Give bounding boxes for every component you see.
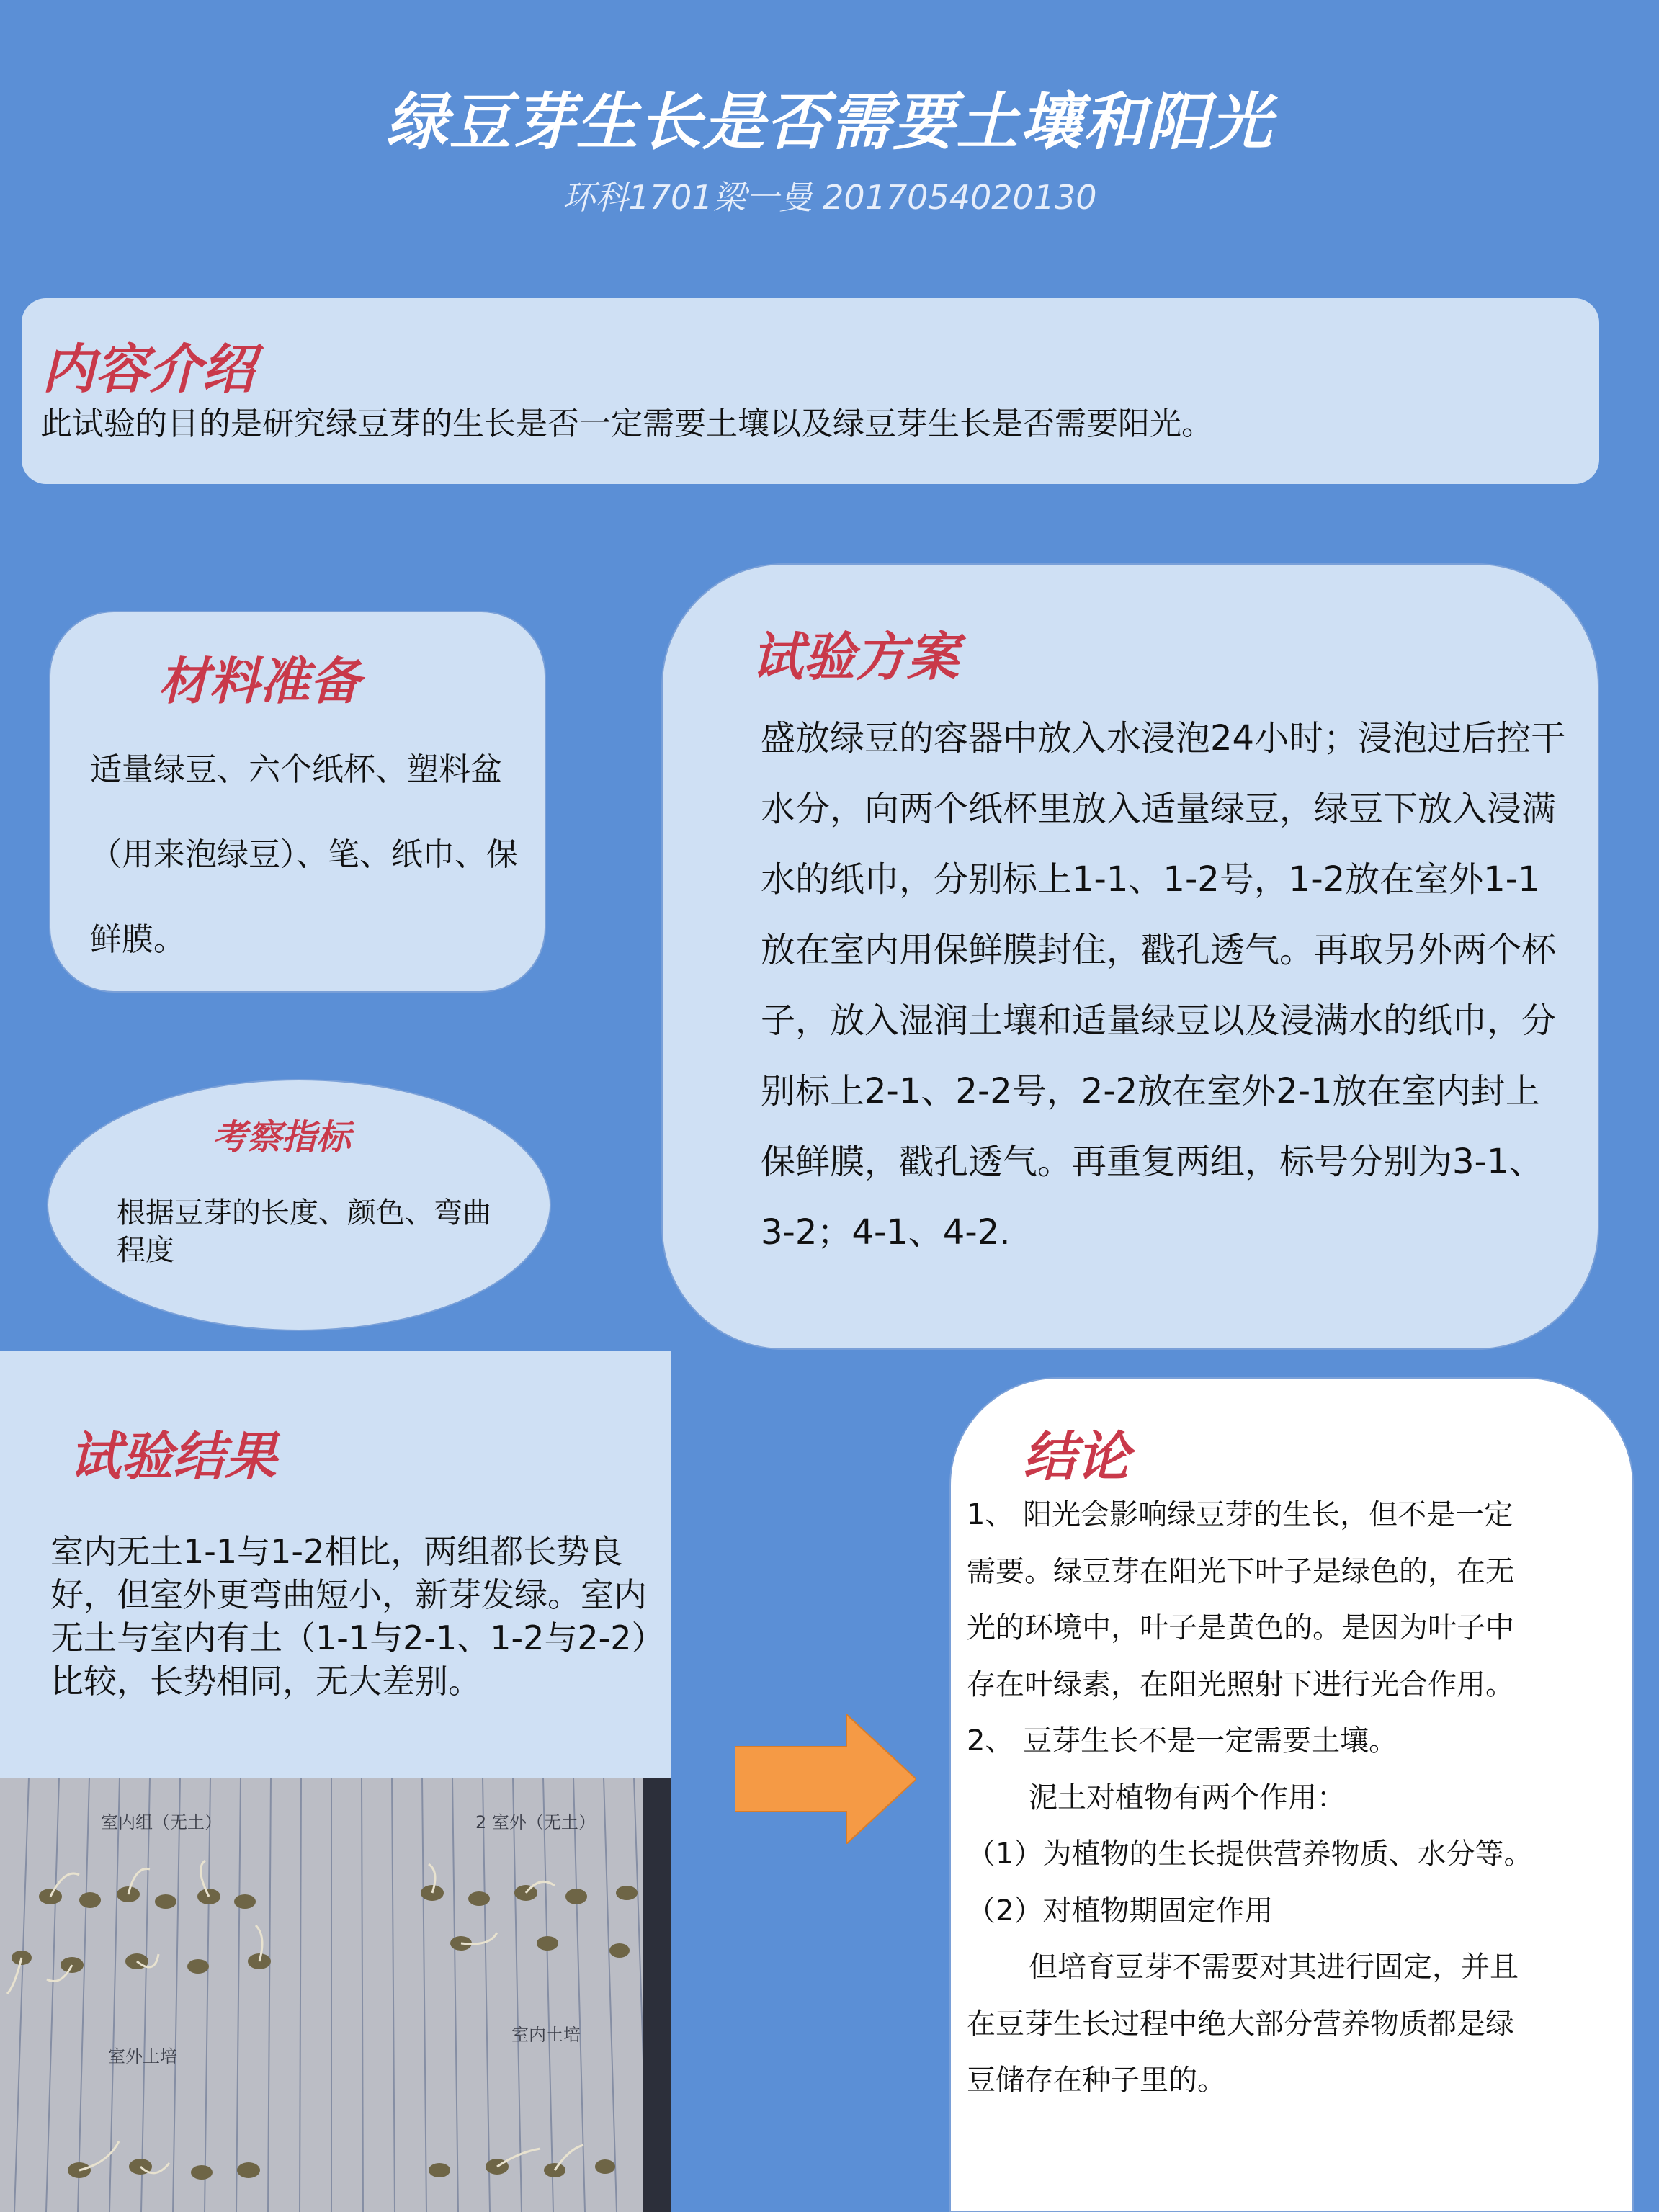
conclusion-line: 2、 豆芽生长不是一定需要土壤。	[967, 1724, 1398, 1757]
plan-heading: 试验方案	[751, 627, 960, 687]
conclusion-line: 光的环境中，叶子是黄色的。是因为叶子中	[967, 1611, 1514, 1644]
materials-text: 适量绿豆、六个纸杯、塑料盆（用来泡绿豆）、笔、纸巾、保鲜膜。	[90, 751, 518, 958]
indicator-text: 根据豆芽的长度、颜色、弯曲程度	[117, 1196, 491, 1267]
results-heading: 试验结果	[69, 1426, 277, 1487]
conclusion-line: 1、 阳光会影响绿豆芽的生长，但不是一定	[967, 1498, 1513, 1531]
conclusion-line: 泥土对植物有两个作用：	[1029, 1781, 1346, 1814]
conclusion-line: 在豆芽生长过程中绝大部分营养物质都是绿	[967, 2007, 1514, 2041]
sprout-photo-drawing	[0, 1778, 671, 2212]
intro-text: 此试验的目的是研究绿豆芽的生长是否一定需要土壤以及绿豆芽生长是否需要阳光。	[40, 406, 1213, 442]
conclusion-heading: 结论	[1023, 1426, 1130, 1488]
indicator-ellipse	[47, 1079, 551, 1331]
conclusion-text	[967, 1487, 1622, 2109]
materials-heading: 材料准备	[158, 652, 360, 711]
plan-text: 盛放绿豆的容器中放入水浸泡24小时；浸泡过后控干水分，向两个纸杯里放入适量绿豆，绿豆下放入浸满水的纸巾，分别标上1-1、1-2号，1-2放在室外1-1放在室内用保鲜膜封住，戳孔透气。再取另外两个杯子，放入湿润土壤和适量绿豆以及浸满水的纸巾，分别标上2-1、2-2号，2-2放在室外2-1放在室内封上保鲜膜，戳孔透气。再重复两组，标号分别为3-1、3-2；4-1、4-2.	[761, 718, 1566, 1253]
intro-heading: 内容介绍	[42, 339, 255, 400]
conclusion-line: 豆储存在种子里的。	[967, 2064, 1226, 2097]
results-panel	[0, 1351, 671, 1778]
conclusion-line: （1）为植物的生长提供营养物质、水分等。	[967, 1837, 1533, 1871]
sprout-photo	[0, 1778, 671, 2212]
intro-panel	[22, 298, 1599, 484]
photo-label: 室外土培	[108, 2046, 177, 2067]
conclusion-line: 需要。绿豆芽在阳光下叶子是绿色的，在无	[967, 1554, 1514, 1588]
conclusion-line: 但培育豆芽不需要对其进行固定，并且	[1029, 1951, 1519, 1984]
author-line: 环科1701梁一曼 2017054020130	[562, 178, 1097, 217]
materials-panel	[49, 611, 546, 993]
conclusion-line: 存在叶绿素，在阳光照射下进行光合作用。	[967, 1667, 1514, 1701]
photo-label: 2 室外（无土）	[475, 1812, 596, 1832]
conclusion-panel	[949, 1377, 1634, 2212]
plan-panel	[661, 563, 1599, 1350]
results-text: 室内无土1-1与1-2相比，两组都长势良好，但室外更弯曲短小，新芽发绿。室内无土与室内有土（1-1与2-1、1-2与2-2）比较，长势相同，无大差别。	[50, 1532, 665, 1701]
poster-title: 绿豆芽生长是否需要土壤和阳光	[385, 86, 1274, 158]
photo-label: 室内组（无土）	[101, 1812, 222, 1832]
arrow-icon	[735, 1714, 916, 1844]
conclusion-line: （2）对植物期固定作用	[967, 1894, 1274, 1927]
photo-label: 室内土培	[511, 2025, 581, 2045]
indicator-heading: 考察指标	[213, 1117, 352, 1158]
